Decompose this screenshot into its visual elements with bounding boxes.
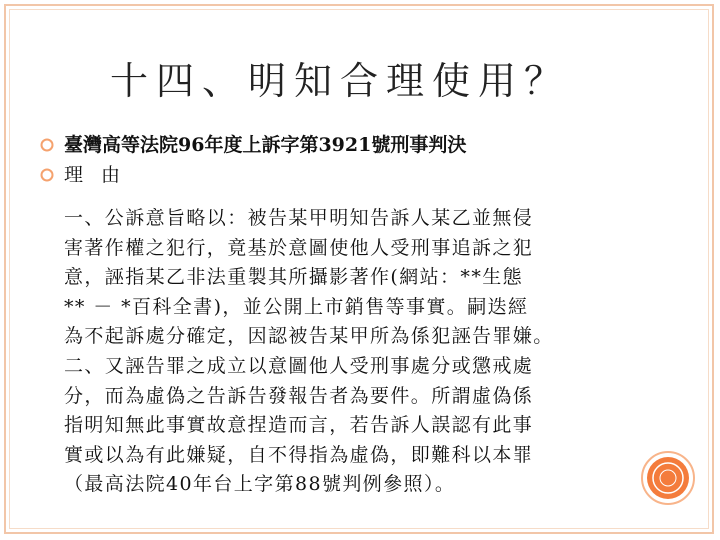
bullet-text-case: 臺灣高等法院96年度上訴字第3921號刑事判決 [64,134,467,156]
body-paragraph: 一、公訴意旨略以：被告某甲明知告訴人某乙並無侵 害著作權之犯行，竟基於意圖使他人受刑事追訴之犯 意，誣指某乙非法重製其所攝影著作(網站：**生態 ** － *百科全書)，並公開上市銷售等事實。嗣迭經 為不起訴處分確定，因認被告某甲所為係犯誣告罪嫌。 二、又誣告罪之成立以意圖他人受刑事處分或懲戒處 分，而為虛偽之告訴告發報告者為要件。所謂虛偽係 指明知無此事實故意捏造而言，若告訴人誤認有此事 實或以為有此嫌疑，自不得指為虛偽，即難科以本罪 （最高法院40年台上字第88號判例參照）。 [64,207,554,496]
circle-outline-icon [40,138,54,152]
bullet-item-case [40,130,660,160]
bullet-item-reason [40,160,660,190]
circle-outline-icon [40,168,54,182]
slide-title: 十四、明知合理使用？ [109,59,570,103]
concentric-circles-icon [640,450,696,506]
bullet-list [40,130,660,190]
bullet-text-reason: 理 由 [64,164,127,186]
